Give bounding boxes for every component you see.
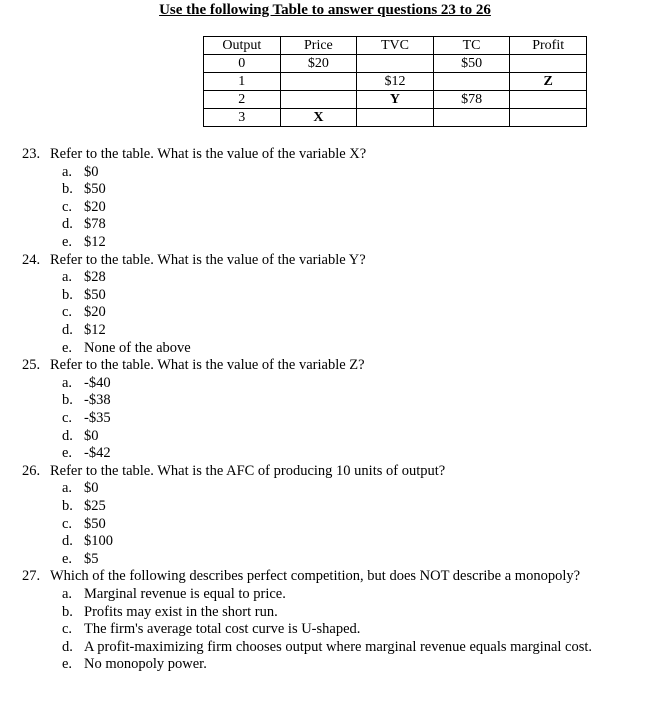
option-letter: e.	[62, 234, 73, 250]
answer-option[interactable]	[62, 375, 111, 392]
option-letter: d.	[62, 427, 73, 444]
answer-option[interactable]	[62, 621, 360, 638]
question-26	[22, 463, 445, 480]
question-27	[22, 568, 580, 585]
question-text: Refer to the table. What is the value of the variable Y?	[50, 251, 366, 268]
option-text: -$42	[84, 445, 111, 462]
answer-option[interactable]	[62, 551, 99, 568]
answer-option[interactable]	[62, 164, 99, 181]
table-cell: $20	[280, 55, 357, 73]
option-letter: b.	[62, 286, 73, 303]
table-cell	[280, 73, 357, 91]
header-tc: TC	[433, 37, 510, 55]
option-letter: b.	[62, 181, 73, 198]
option-letter: e.	[62, 339, 73, 356]
option-text: $0	[84, 427, 99, 444]
answer-option[interactable]	[62, 445, 111, 462]
question-number: 24.	[22, 251, 41, 268]
option-letter: c.	[62, 621, 73, 638]
table-cell: $78	[433, 91, 510, 109]
answer-option[interactable]	[62, 199, 106, 216]
answer-option[interactable]	[62, 480, 99, 497]
table-cell-variable-y: Y	[357, 91, 434, 109]
answer-option[interactable]	[62, 322, 106, 339]
table-row	[204, 73, 587, 91]
answer-option[interactable]	[62, 269, 106, 286]
option-letter: c.	[62, 198, 73, 215]
option-letter: a.	[62, 480, 73, 497]
table-cell: 0	[204, 55, 281, 73]
header-profit: Profit	[510, 37, 587, 55]
answer-option[interactable]	[62, 586, 286, 603]
question-24	[22, 252, 366, 269]
question-text: Refer to the table. What is the value of the variable Z?	[50, 357, 365, 374]
option-text: $12	[84, 322, 106, 338]
option-letter: e.	[62, 656, 73, 673]
option-text: A profit-maximizing firm chooses output where marginal revenue equals marginal cost.	[84, 638, 593, 655]
table-row	[204, 109, 587, 127]
table-cell	[433, 109, 510, 127]
option-text: $50	[84, 515, 106, 532]
answer-option[interactable]	[62, 216, 106, 233]
answer-option[interactable]	[62, 533, 113, 550]
table-cell: $12	[357, 73, 434, 91]
option-letter: d.	[62, 533, 73, 550]
question-25	[22, 357, 365, 374]
option-text: $28	[84, 269, 106, 286]
option-letter: a.	[62, 374, 73, 391]
question-number: 23.	[22, 146, 41, 162]
option-letter: a.	[62, 163, 73, 180]
table-cell	[510, 91, 587, 109]
table-header-row	[204, 37, 587, 55]
answer-option[interactable]	[62, 392, 111, 409]
option-text: No monopoly power.	[84, 656, 207, 673]
table-cell	[510, 109, 587, 127]
table-row	[204, 91, 587, 109]
answer-option[interactable]	[62, 410, 111, 427]
table-cell: $50	[433, 55, 510, 73]
option-text: -$40	[84, 374, 111, 391]
option-text: Marginal revenue is equal to price.	[84, 586, 286, 602]
table-cell	[433, 73, 510, 91]
option-letter: a.	[62, 269, 73, 286]
answer-option[interactable]	[62, 498, 106, 515]
option-text: $100	[84, 533, 113, 550]
option-text: $20	[84, 304, 106, 321]
option-text: The firm's average total cost curve is U-shaped.	[84, 621, 361, 638]
option-text: -$38	[84, 392, 111, 409]
option-letter: e.	[62, 550, 73, 567]
table-heading: Use the following Table to answer questions 23 to 26	[159, 2, 491, 18]
table-cell: 1	[204, 73, 281, 91]
header-tvc: TVC	[357, 37, 434, 55]
option-letter: d.	[62, 638, 73, 655]
answer-option[interactable]	[62, 287, 106, 304]
option-letter: c.	[62, 515, 73, 532]
table-row	[204, 55, 587, 73]
table-cell	[357, 109, 434, 127]
header-price: Price	[280, 37, 357, 55]
option-letter: d.	[62, 322, 73, 338]
option-letter: c.	[62, 410, 73, 426]
option-text: $0	[84, 480, 99, 497]
option-text: $78	[84, 216, 106, 233]
answer-option[interactable]	[62, 656, 207, 673]
option-text: $12	[84, 234, 106, 250]
table-cell: 3	[204, 109, 281, 127]
option-letter: b.	[62, 603, 73, 620]
option-text: $50	[84, 286, 106, 303]
option-text: None of the above	[84, 339, 191, 356]
question-number: 25.	[22, 357, 41, 374]
option-letter: c.	[62, 304, 73, 321]
answer-option[interactable]	[62, 639, 592, 656]
option-letter: a.	[62, 586, 73, 602]
question-text: Refer to the table. What is the AFC of producing 10 units of output?	[50, 462, 446, 479]
table-cell	[510, 55, 587, 73]
option-letter: e.	[62, 445, 73, 462]
table-cell	[357, 55, 434, 73]
cost-table	[203, 36, 587, 127]
table-cell: 2	[204, 91, 281, 109]
option-letter: d.	[62, 216, 73, 233]
option-text: $5	[84, 550, 99, 567]
answer-option[interactable]	[62, 234, 106, 251]
table-cell-variable-x: X	[280, 109, 357, 127]
header-output: Output	[204, 37, 281, 55]
option-text: $25	[84, 498, 106, 514]
option-text: $0	[84, 163, 99, 180]
table-cell-variable-z: Z	[510, 73, 587, 91]
option-text: $50	[84, 181, 106, 198]
question-number: 27.	[22, 568, 41, 585]
option-letter: b.	[62, 392, 73, 409]
answer-option[interactable]	[62, 516, 106, 533]
table-cell	[280, 91, 357, 109]
option-text: $20	[84, 198, 106, 215]
question-text: Refer to the table. What is the value of the variable X?	[50, 146, 367, 162]
option-text: Profits may exist in the short run.	[84, 603, 278, 620]
option-text: -$35	[84, 410, 111, 426]
question-number: 26.	[22, 462, 41, 479]
answer-option[interactable]	[62, 428, 99, 445]
answer-option[interactable]	[62, 604, 278, 621]
question-23	[22, 146, 366, 163]
answer-option[interactable]	[62, 304, 106, 321]
question-text: Which of the following describes perfect competition, but does NOT describe a monopoly?	[50, 568, 581, 585]
option-letter: b.	[62, 498, 73, 514]
answer-option[interactable]	[62, 181, 106, 198]
answer-option[interactable]	[62, 340, 191, 357]
